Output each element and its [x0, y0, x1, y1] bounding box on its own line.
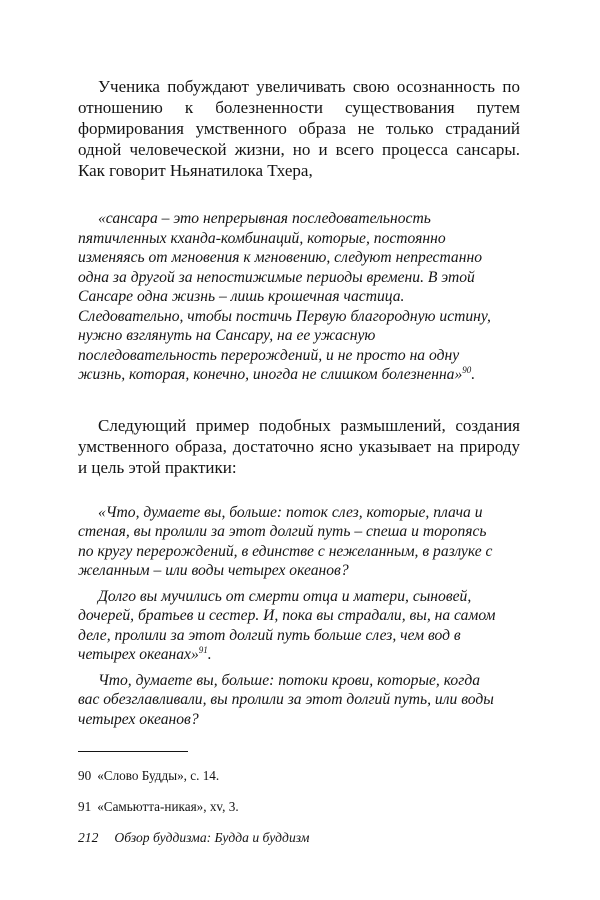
quote-text: «сансара – это непрерывная последовательность пятичленных кханда-комбинаций, которые, постоянно изменяясь от мгновения к мгновению, следуют непрестанно одна за другой за непостижимые периоды времени. В этой Сансаре одна жизнь – лишь крошечная частица. Следовательно, чтобы постичь Первую благородную истину, нужно взглянуть на Сансару, на ее ужасную последовательность перерождений, и не просто на одну жизнь, которая, конечно, иногда не слишком болезненна»: [78, 210, 491, 383]
footnote-91: [78, 799, 520, 815]
footnote-text: «Слово Будды», с. 14.: [97, 768, 220, 783]
quote-nyanatiloka: [78, 209, 520, 385]
page-content: [78, 76, 520, 846]
quote-sutta-p2: [78, 587, 504, 665]
page-footer: [78, 830, 520, 846]
quote-sutta-p1: «Что, думаете вы, больше: поток слез, которые, плача и стеная, вы пролили за этот долгий путь – спеша и торопясь по кругу перерождений, в единстве с нежеланным, в разлуке с желанным – или воды четырех океанов?: [78, 503, 493, 579]
footnote-90: [78, 768, 520, 784]
footnote-ref-91[interactable]: 91: [198, 644, 208, 655]
quote-sutta-p2-end: .: [207, 646, 212, 663]
footnote-text: «Самьютта-никая», xv, 3.: [97, 799, 239, 814]
paragraph-intro: Ученика побуждают увеличивать свою осознанность по отношению к болезненности существования путем формирования умственного образа не только страданий одной человеческой жизни, но и всего процесса сансары. Как говорит Ньянатилока Тхера,: [78, 77, 520, 180]
footnote-number: 91: [78, 799, 92, 814]
page-number: 212: [78, 830, 99, 845]
footnote-ref-90[interactable]: 90: [462, 364, 472, 375]
paragraph-example: Следующий пример подобных размышлений, создания умственного образа, достаточно ясно указывает на природу и цель этой практики:: [78, 415, 520, 477]
footnote-number: 90: [78, 768, 92, 783]
quote-nyanatiloka-text: [78, 209, 504, 385]
quote-end: .: [471, 366, 476, 383]
quote-sutta: [78, 503, 520, 730]
quote-sutta-p3: Что, думаете вы, больше: потоки крови, которые, когда вас обезглавливали, вы пролили за этот долгий путь, или воды четырех океанов?: [78, 671, 494, 728]
quote-sutta-p2-text: Долго вы мучились от смерти отца и матери, сыновей, дочерей, братьев и сестер. И, пока вы страдали, вы, на самом деле, пролили за этот долгий путь больше слез, чем вод в четырех океанах»: [78, 587, 496, 663]
footnote-divider: [78, 751, 188, 752]
running-title: Обзор буддизма: Будда и буддизм: [114, 830, 310, 845]
